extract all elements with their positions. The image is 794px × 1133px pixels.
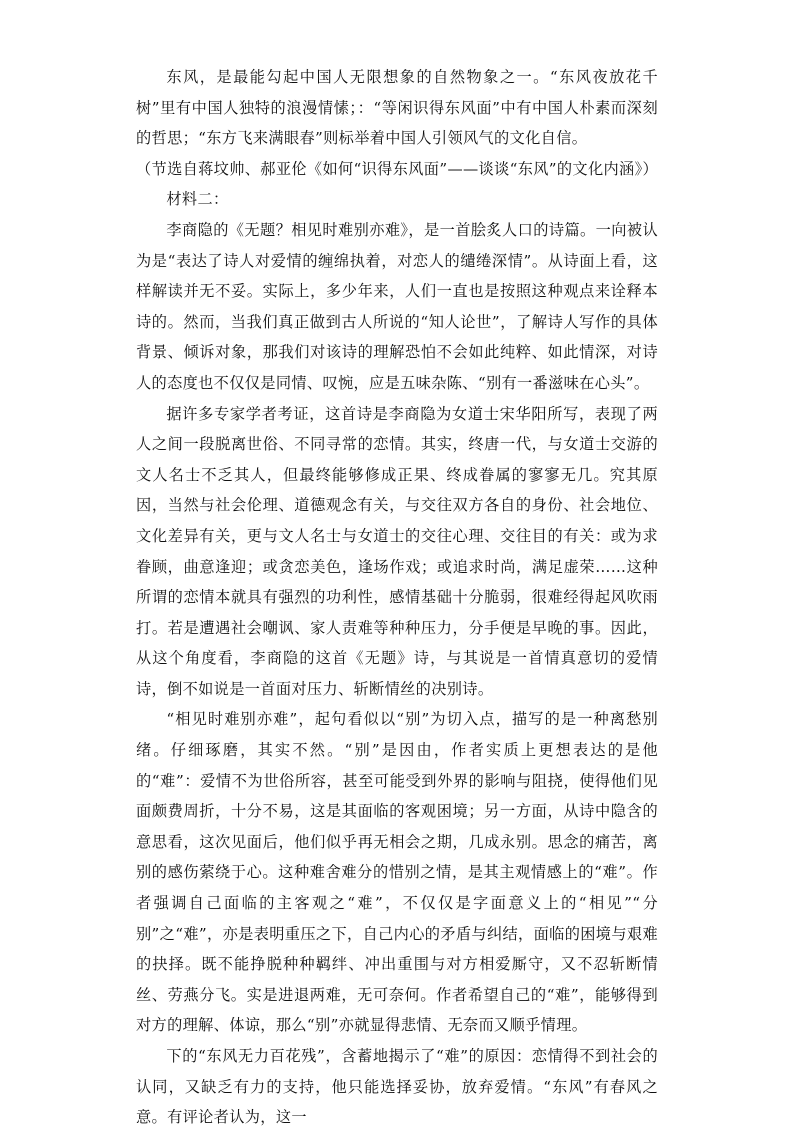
- article-body: [136, 62, 658, 1133]
- paragraph-east-wind-analysis: 下的“东风无力百花残”，含蓄地揭示了“难”的原因：恋情得不到社会的认同，又缺乏有力的支持，他只能选择妥协，放弃爱情。“东风”有春风之意。有评论者认为，这一: [136, 1047, 658, 1127]
- paragraph-wuti-poem: 李商隐的《无题？相见时难别亦难》，是一首脍炙人口的诗篇。一向被认为是“表达了诗人对爱情的缠绵执着，对恋人的缱绻深情”。从诗面上看，这样解读并无不妥。实际上，多少年来，人们一直也是按照这种观点来诠释本诗的。然而，当我们真正做到古人所说的“知人论世”，了解诗人写作的具体背景、倾诉对象，那我们对该诗的理解恐怕不会如此纯粹、如此情深，对诗人的态度也不仅仅是同情、叹惋，应是五味杂陈、“别有一番滋味在心头”。: [136, 220, 658, 392]
- paragraph-scholar-research: 据许多专家学者考证，这首诗是李商隐为女道士宋华阳所写，表现了两人之间一段脱离世俗、不同寻常的恋情。其实，终唐一代，与女道士交游的文人名士不乏其人，但最终能够修成正果、终成眷属的寥寥无几。究其原因，当然与社会伦理、道德观念有关，与交往双方各自的身份、社会地位、文化差异有关，更与文人名士与女道士的交往心理、交往目的有关：或为求眷顾，曲意逢迎；或贪恋美色，逢场作戏；或追求时尚，满足虚荣……这种所谓的恋情本就具有强烈的功利性，感情基础十分脆弱，很难经得起风吹雨打。若是遭遇社会嘲讽、家人责难等种种压力，分手便是早晚的事。因此，从这个角度看，李商隐的这首《无题》诗，与其说是一首情真意切的爱情诗，倒不如说是一首面对压力、斩断情丝的决别诗。: [136, 404, 658, 698]
- paragraph-dongfeng-intro: 东风，是最能勾起中国人无限想象的自然物象之一。“东风夜放花千树”里有中国人独特的浪漫情愫；：“等闲识得东风面”中有中国人朴素而深刻的哲思；“东方飞来满眼春”则标举着中国人引领风气的文化自信。: [136, 68, 658, 148]
- source-citation: （节选自蒋坟帅、郝亚伦《如何“识得东风面”——谈谈“东风”的文化内涵》）: [136, 159, 659, 178]
- material-two-heading: 材料二：: [166, 190, 229, 209]
- paragraph-first-line-analysis: “相见时难别亦难”，起句看似以“别”为切入点，描写的是一种离愁别绪。仔细琢磨，其实不然。“别”是因由，作者实质上更想表达的是他的“难”：爱情不为世俗所容，甚至可能受到外界的影响与阻挠，使得他们见面颇费周折，十分不易，这是其面临的客观困境；另一方面，从诗中隐含的意思看，这次见面后，他们似乎再无相会之期，几成永别。思念的痛苦，离别的感伤萦绕于心。这种难舍难分的惜别之情，是其主观情感上的“难”。作者强调自己面临的主客观之“难”，不仅仅是字面意义上的“相见”“分别”之“难”，亦是表明重压之下，自己内心的矛盾与纠结，面临的困境与艰难的抉择。既不能挣脱种种羁绊、冲出重围与对方相爱厮守，又不忍斩断情丝、劳燕分飞。实是进退两难，无可奈何。作者希望自己的“难”，能够得到对方的理解、体谅，那么“别”亦就显得悲情、无奈而又顺乎情理。: [136, 710, 658, 1035]
